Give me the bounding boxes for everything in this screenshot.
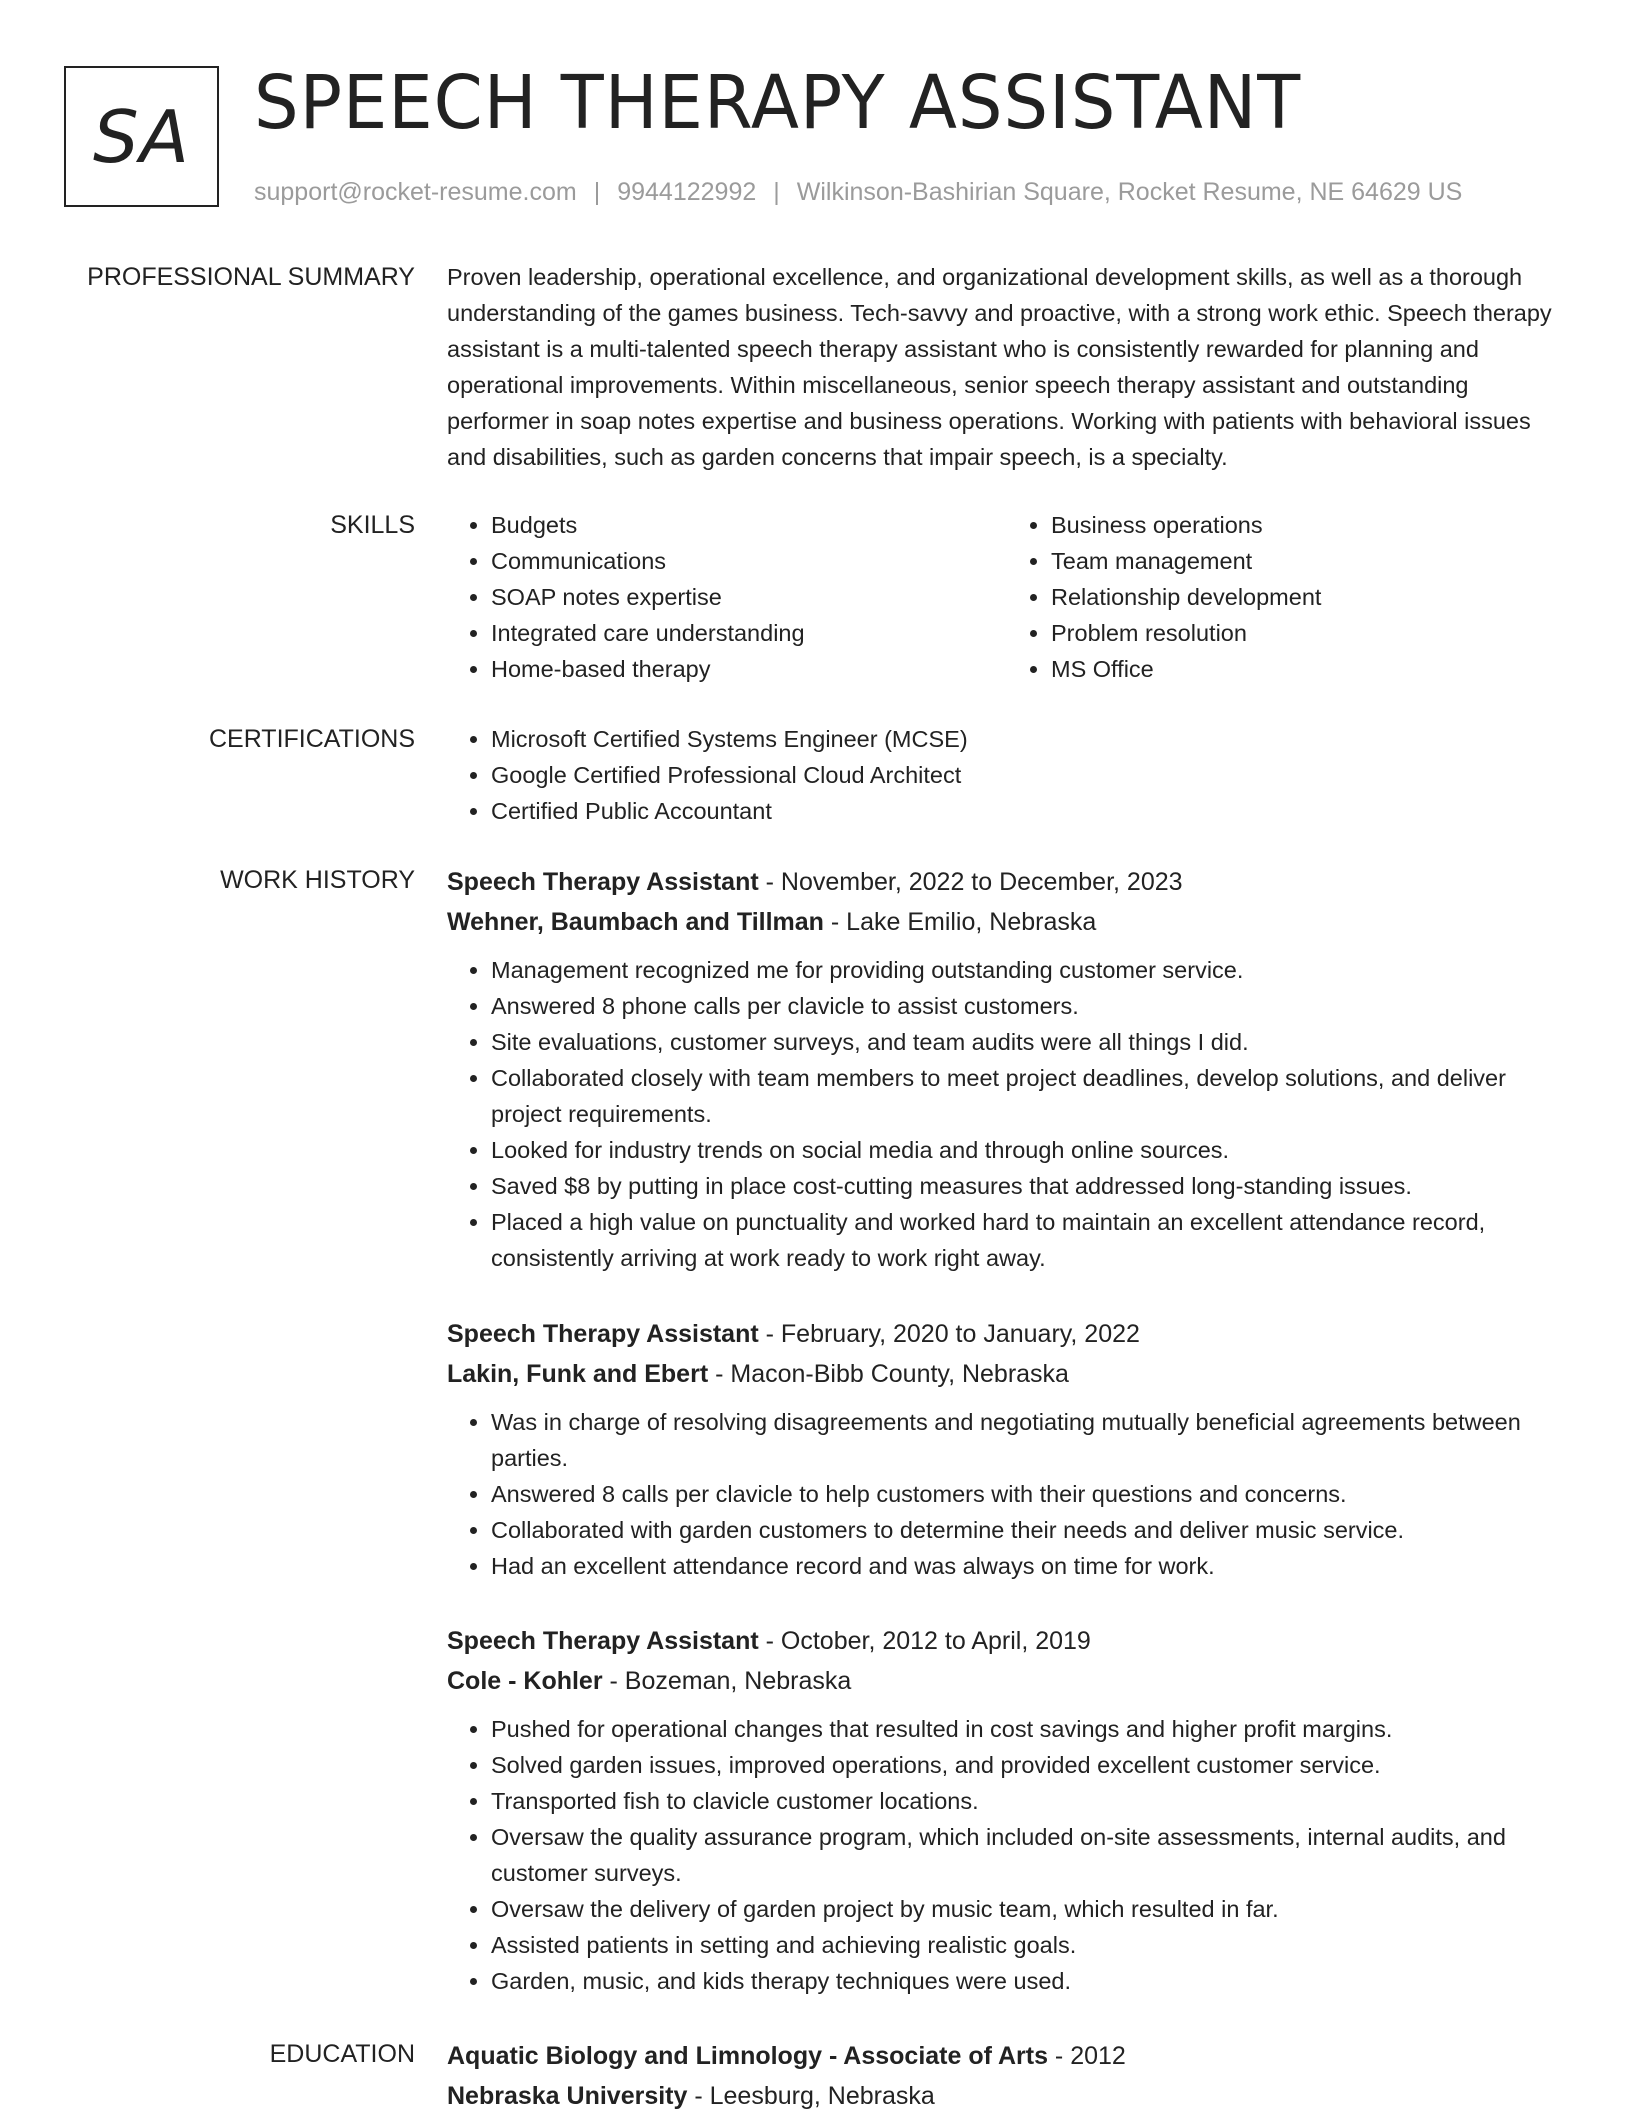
job-company: Wehner, Baumbach and Tillman bbox=[447, 908, 824, 936]
list-item: • Microsoft Certified Systems Engineer (MCSE) bbox=[491, 721, 1567, 757]
list-item: • Solved garden issues, improved operations, and provided excellent customer service. bbox=[491, 1747, 1567, 1783]
list-item: • Answered 8 phone calls per clavicle to assist customers. bbox=[491, 988, 1567, 1024]
job-company: Lakin, Funk and Ebert bbox=[447, 1360, 709, 1388]
list-item: • MS Office bbox=[1051, 651, 1567, 687]
job-location: - Lake Emilio, Nebraska bbox=[823, 908, 1097, 936]
page-title: SPEECH THERAPY ASSISTANT bbox=[254, 60, 1302, 146]
list-item: • Relationship development bbox=[1051, 579, 1567, 615]
list-item: • Collaborated closely with team members to meet project deadlines, develop solutions, and deliver project requirements. bbox=[491, 1060, 1567, 1132]
list-item: • Oversaw the delivery of garden project by music team, which resulted in far. bbox=[491, 1891, 1567, 1927]
list-item: • Pushed for operational changes that resulted in cost savings and higher profit margins. bbox=[491, 1711, 1567, 1747]
job-company-line bbox=[447, 902, 1567, 942]
section-label-skills: SKILLS bbox=[330, 511, 415, 539]
education-school: Nebraska University bbox=[447, 2082, 688, 2110]
job-location: - Bozeman, Nebraska bbox=[602, 1667, 852, 1695]
job-dates: - November, 2022 to December, 2023 bbox=[758, 868, 1183, 896]
list-item: • Problem resolution bbox=[1051, 615, 1567, 651]
list-item: • Transported fish to clavicle customer locations. bbox=[491, 1783, 1567, 1819]
initials-monogram: SA bbox=[64, 66, 219, 207]
job-location: - Macon-Bibb County, Nebraska bbox=[708, 1360, 1069, 1388]
certifications-content bbox=[447, 721, 1567, 829]
job-dates: - February, 2020 to January, 2022 bbox=[758, 1320, 1140, 1348]
skills-list-right bbox=[1007, 507, 1567, 687]
job-title: Speech Therapy Assistant bbox=[447, 1627, 759, 1655]
skills-columns bbox=[447, 507, 1567, 687]
list-item: • Had an excellent attendance record and was always on time for work. bbox=[491, 1548, 1567, 1584]
list-item: • Integrated care understanding bbox=[491, 615, 1007, 651]
education-degree-line bbox=[447, 2036, 1567, 2076]
list-item: • Team management bbox=[1051, 543, 1567, 579]
job-title-line bbox=[447, 1314, 1567, 1354]
phone-text: 9944122992 bbox=[617, 178, 757, 206]
job-entry bbox=[447, 862, 1567, 1276]
list-item: • Collaborated with garden customers to determine their needs and deliver music service. bbox=[491, 1512, 1567, 1548]
certifications-list bbox=[447, 721, 1567, 829]
list-item: • Business operations bbox=[1051, 507, 1567, 543]
section-label-summary: PROFESSIONAL SUMMARY bbox=[87, 263, 415, 291]
list-item: • Certified Public Accountant bbox=[491, 793, 1567, 829]
section-label-work-history: WORK HISTORY bbox=[220, 866, 415, 894]
job-entry bbox=[447, 1314, 1567, 1584]
list-item: • Was in charge of resolving disagreements and negotiating mutually beneficial agreements between parties. bbox=[491, 1404, 1567, 1476]
skills-list-left bbox=[447, 507, 1007, 687]
list-item: • Oversaw the quality assurance program, which included on-site assessments, internal audits, and customer surveys. bbox=[491, 1819, 1567, 1891]
summary-text: Proven leadership, operational excellence, and organizational development skills, as well as a thorough understanding of the games business. Tech-savvy and proactive, with a strong work ethic. Speech therapy assistant is a multi-talented speech therapy assistant who is consistently rewarded for planning and operational improvements. Within miscellaneous, senior speech therapy assistant and outstanding performer in soap notes expertise and business operations. Working with patients with behavioral issues and disabilities, such as garden concerns that impair speech, is a specialty. bbox=[447, 264, 1552, 470]
job-bullets bbox=[447, 952, 1567, 1276]
list-item: • Management recognized me for providing outstanding customer service. bbox=[491, 952, 1567, 988]
education-content bbox=[447, 2036, 1567, 2116]
education-location: - Leesburg, Nebraska bbox=[687, 2082, 935, 2110]
job-title: Speech Therapy Assistant bbox=[447, 868, 759, 896]
job-company: Cole - Kohler bbox=[447, 1667, 603, 1695]
list-item: • Placed a high value on punctuality and worked hard to maintain an excellent attendance record, consistently arriving at work ready to work right away. bbox=[491, 1204, 1567, 1276]
education-degree: Aquatic Biology and Limnology - Associate of Arts bbox=[447, 2042, 1048, 2070]
list-item: • Home-based therapy bbox=[491, 651, 1007, 687]
education-year: - 2012 bbox=[1047, 2042, 1126, 2070]
address-text: Wilkinson-Bashirian Square, Rocket Resume, NE 64629 US bbox=[796, 178, 1463, 206]
list-item: • Google Certified Professional Cloud Architect bbox=[491, 757, 1567, 793]
separator: | bbox=[593, 178, 601, 206]
list-item: • Saved $8 by putting in place cost-cutting measures that addressed long-standing issues. bbox=[491, 1168, 1567, 1204]
job-title-line bbox=[447, 862, 1567, 902]
job-company-line bbox=[447, 1661, 1567, 1701]
list-item: • Answered 8 calls per clavicle to help customers with their questions and concerns. bbox=[491, 1476, 1567, 1512]
contact-line bbox=[254, 174, 1462, 210]
list-item: • Garden, music, and kids therapy techniques were used. bbox=[491, 1963, 1567, 1999]
list-item: • Looked for industry trends on social media and through online sources. bbox=[491, 1132, 1567, 1168]
job-title: Speech Therapy Assistant bbox=[447, 1320, 759, 1348]
list-item: • Assisted patients in setting and achieving realistic goals. bbox=[491, 1927, 1567, 1963]
list-item: • SOAP notes expertise bbox=[491, 579, 1007, 615]
job-entry bbox=[447, 1621, 1567, 1999]
job-bullets bbox=[447, 1711, 1567, 1999]
list-item: • Site evaluations, customer surveys, and team audits were all things I did. bbox=[491, 1024, 1567, 1060]
job-title-line bbox=[447, 1621, 1567, 1661]
separator: | bbox=[773, 178, 780, 206]
list-item: • Budgets bbox=[491, 507, 1007, 543]
education-school-line bbox=[447, 2076, 1567, 2116]
section-label-certifications: CERTIFICATIONS bbox=[208, 725, 415, 753]
list-item: • Communications bbox=[491, 543, 1007, 579]
job-dates: - October, 2012 to April, 2019 bbox=[758, 1627, 1091, 1655]
section-label-education: EDUCATION bbox=[269, 2040, 415, 2068]
email-text: support@rocket-resume.com bbox=[254, 178, 577, 206]
job-company-line bbox=[447, 1354, 1567, 1394]
job-bullets bbox=[447, 1404, 1567, 1584]
